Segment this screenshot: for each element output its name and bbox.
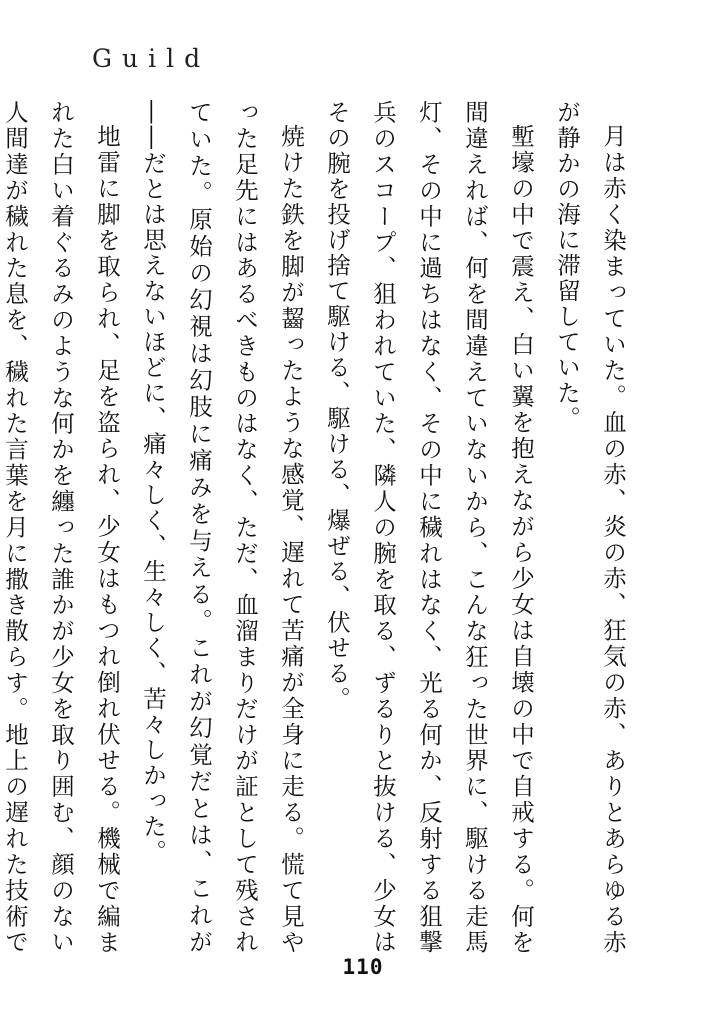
running-header-title: Guild [92,44,211,73]
paragraph-3: 焼けた鉄を脚が齧ったような感覚、遅れて苦痛が全身に走る。慌て見やった足先にはあるべきものはなく、ただ、血溜まりだけが証として残されていた。原始の幻視は幻肢に痛みを与える。これが幻覚だとは、これが――だとは思えないほどに、痛々しく、生々しく、苦々しかった。 [139,100,305,955]
paragraph-1: 月は赤く染まっていた。血の赤、炎の赤、狂気の赤、ありとあらゆる赤が静かの海に滞留していた。 [553,100,627,955]
vertical-body-text [1,100,636,955]
page-number: 110 [342,955,384,979]
paragraph-4: 地雷に脚を取られ、足を盗られ、少女はもつれ倒れ伏せる。機械で編まれた白い着ぐるみのような何かを纏った誰かが少女を取り囲む、顔のない人間達が穢れた息を、穢れた言葉を月に撒き散らす。地上の遅れた技術で [1,100,121,955]
paragraph-2: 塹壕の中で震え、白い翼を抱えながら少女は自壊の中で自戒する。何を間違えれば、何を間違えていないから、こんな狂った世界に、駆ける走馬灯、その中に過ちはなく、その中に穢れはなく、光る何か、反射する狙撃兵のスコープ、狙われていた、隣人の腕を取る、ずるりと抜ける、少女はその腕を投げ捨て駆ける、駆ける、爆ぜる、伏せる。 [323,100,535,955]
